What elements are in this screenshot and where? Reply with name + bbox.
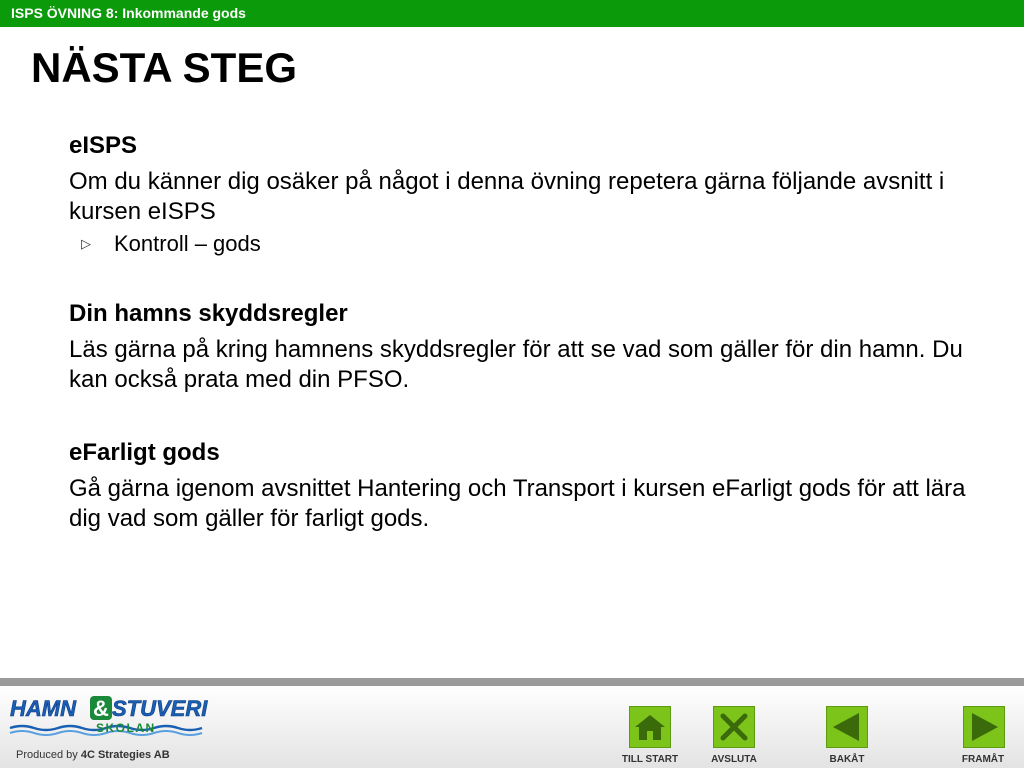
section-heading-skyddsregler: Din hamns skyddsregler bbox=[69, 300, 348, 327]
avsluta-label: AVSLUTA bbox=[711, 754, 757, 765]
logo-text-skolan: SKOLAN bbox=[96, 721, 156, 735]
home-icon bbox=[630, 707, 670, 747]
producer-company: 4C Strategies AB bbox=[80, 749, 170, 761]
logo-text-stuveri: STUVERI bbox=[112, 696, 208, 721]
section-heading-efarligt: eFarligt gods bbox=[69, 439, 220, 466]
till-start-button[interactable] bbox=[629, 706, 671, 748]
arrow-right-icon bbox=[964, 707, 1004, 747]
section-text-skyddsregler: Läs gärna på kring hamnens skyddsregler för att se vad som gäller för din hamn. Du kan också prata med din PFSO. bbox=[69, 336, 963, 393]
bakat-label: BAKÅT bbox=[829, 754, 865, 765]
title-bar bbox=[0, 0, 1024, 27]
arrow-left-icon bbox=[827, 707, 867, 747]
bullet-label: Kontroll – gods bbox=[114, 231, 261, 256]
logo-text-hamn: HAMN bbox=[10, 696, 76, 721]
section-text-efarligt: Gå gärna igenom avsnittet Hantering och Transport i kursen eFarligt gods för att lära dig vad som gäller för farligt gods. bbox=[69, 475, 966, 532]
till-start-label: TILL START bbox=[621, 754, 679, 765]
framat-button[interactable] bbox=[963, 706, 1005, 748]
page-title: NÄSTA STEG bbox=[31, 44, 298, 91]
section-text-eisps: Om du känner dig osäker på något i denna övning repetera gärna följande avsnitt i kursen eISPS bbox=[69, 168, 945, 225]
footer-divider bbox=[0, 678, 1024, 686]
producer-credit bbox=[16, 749, 170, 761]
close-icon bbox=[714, 707, 754, 747]
produced-prefix: Produced by bbox=[16, 749, 81, 761]
hamn-stuveri-logo bbox=[8, 692, 213, 738]
framat-label: FRAMÅT bbox=[961, 754, 1005, 765]
course-title: ISPS ÖVNING 8: Inkommande gods bbox=[11, 5, 246, 21]
logo-text-amp: & bbox=[93, 696, 109, 721]
bakat-button[interactable] bbox=[826, 706, 868, 748]
avsluta-button[interactable] bbox=[713, 706, 755, 748]
section-heading-eisps: eISPS bbox=[69, 132, 138, 159]
footer bbox=[0, 686, 1024, 768]
triangle-bullet-icon: ▷ bbox=[81, 236, 91, 251]
list-item bbox=[81, 231, 969, 257]
main-content bbox=[69, 131, 969, 534]
